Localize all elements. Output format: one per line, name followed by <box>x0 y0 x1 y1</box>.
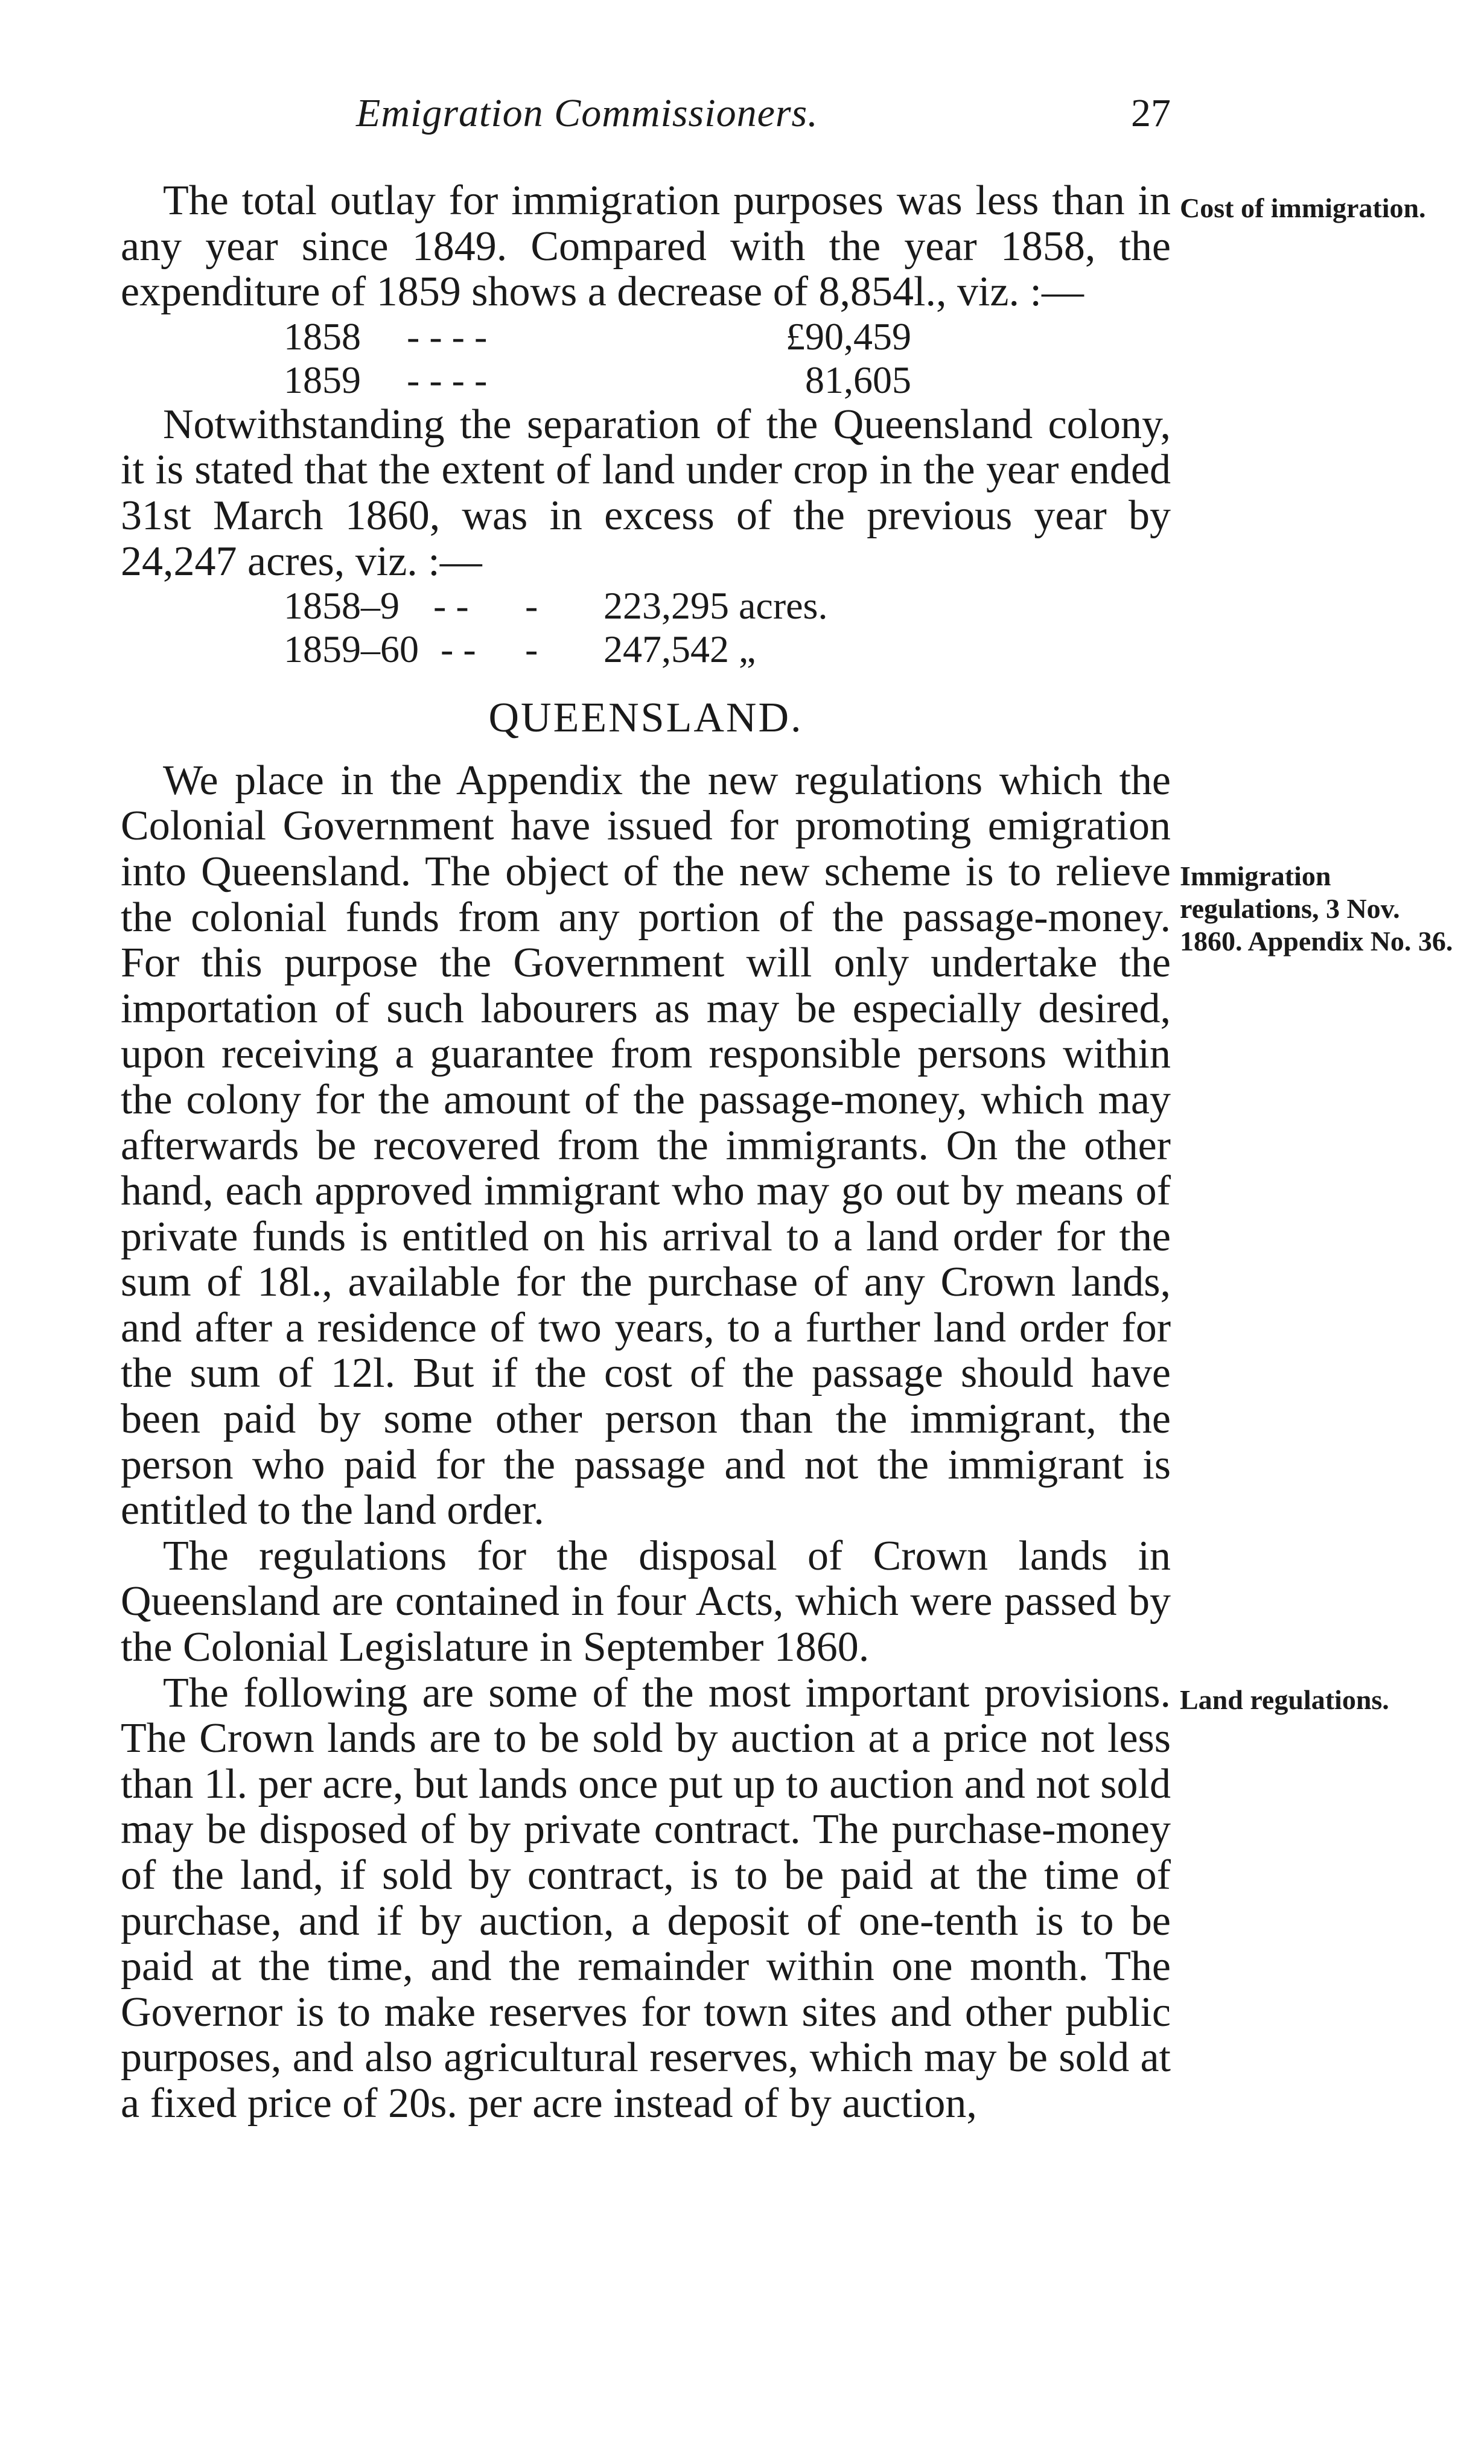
table-row <box>284 315 911 358</box>
paragraph-land-acts: The regulations for the disposal of Crown lands in Queensland are contained in four Acts, which were passed by the Colonial Legislature in September 1860. <box>121 1532 1171 1671</box>
value-cell: 81,605 <box>805 358 911 401</box>
expenditure-table <box>284 315 911 402</box>
table-row <box>284 584 905 628</box>
paragraph-provisions: The following are some of the most important provisions. The Crown lands are to be sold by auction at a price not less than 1l. per acre, but lands once put up to auction and not sold may be disposed of by private contract. The purchase-money of the land, if sold by contract, is to be paid at the time of purchase, and if by auction, a deposit of one-tenth is to be paid at the time, and the remainder within one month. The Governor is to make reserves for town sites and other public purposes, and also agricultural reserves, which may be sold at a fixed price of 20s. per acre instead of by auction, <box>121 1669 1171 2127</box>
separator-cell: - <box>525 584 538 628</box>
value-cell: £90,459 <box>786 314 911 358</box>
margin-note-cost: Cost of immigration. <box>1180 193 1426 223</box>
body-column <box>121 178 1171 2127</box>
running-title: Emigration Commissioners. <box>356 91 818 135</box>
page-number: 27 <box>1131 91 1171 135</box>
year-cell: 1858–9 - - <box>284 584 469 628</box>
value-cell: 223,295 acres. <box>603 584 828 628</box>
paragraph-immigration: We place in the Appendix the new regulations which the Colonial Government have issued for promoting emigration into Queensland. The object of the new scheme is to relieve the colonial funds from any portion of the passage-money. For this purpose the Government will only undertake the importation of such labourers as may be especially desired, upon receiving a guarantee from responsible persons within the colony for the amount of the passage-money, which may afterwards be recovered from the immigrants. On the other hand, each approved immigrant who may go out by means of private funds is entitled on his arrival to a land order for the sum of 18l., available for the purchase of any Crown lands, and after a residence of two years, to a further land order for the sum of 12l. But if the cost of the passage should have been paid by some other person than the immigrant, the person who paid for the passage and not the immigrant is entitled to the land order. <box>121 757 1171 1534</box>
year-cell: 1858 - - - - <box>284 314 488 358</box>
table-row <box>284 358 911 402</box>
year-cell: 1859 - - - - <box>284 358 488 401</box>
section-heading: QUEENSLAND. <box>488 695 803 742</box>
running-head <box>121 91 1171 145</box>
paragraph-outlay: The total outlay for immigration purposes was less than in any year since 1849. Compared with the year 1858, the expenditure of 1859 shows a decrease of 8,854l., viz. :— <box>121 177 1171 316</box>
margin-note-land: Land regulations. <box>1180 1684 1389 1715</box>
margin-note-immigration: Immigration regulations, 3 Nov. 1860. Appendix No. 36. <box>1180 861 1453 957</box>
year-cell: 1859–60 - - <box>284 628 476 671</box>
value-cell: 247,542 „ <box>603 628 756 671</box>
paragraph-crop: Notwithstanding the separation of the Queensland colony, it is stated that the extent of land under crop in the year ended 31st March 1860, was in excess of the previous year by 24,247 acres, viz. :— <box>121 401 1171 585</box>
separator-cell: - <box>525 628 538 671</box>
crop-table <box>284 584 905 671</box>
table-row <box>284 628 905 671</box>
